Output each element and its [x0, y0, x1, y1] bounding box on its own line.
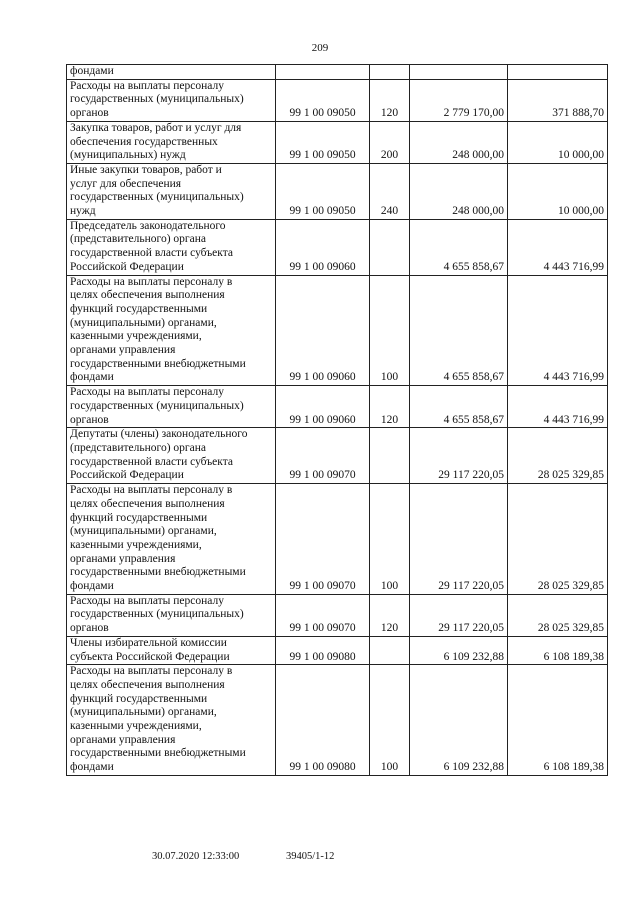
- expense-type-cell: 100: [370, 484, 410, 595]
- amount-1-cell: 2 779 170,00: [410, 79, 508, 121]
- expense-name-line: государственными внебюджетными: [70, 747, 246, 760]
- amount-1-cell: 29 117 220,05: [410, 484, 508, 595]
- target-article-cell: [276, 65, 370, 80]
- expense-name-line: органами управления: [70, 344, 176, 357]
- expense-name-line: Расходы на выплаты персоналу в: [70, 484, 233, 497]
- expense-name-line: органами управления: [70, 733, 176, 746]
- expense-name-line: (муниципальными) органами,: [70, 706, 217, 719]
- table-row: [67, 484, 608, 595]
- amount-1-cell: [410, 65, 508, 80]
- expense-name-cell: [67, 219, 276, 275]
- table-row: [67, 65, 608, 80]
- expense-name-line: обеспечения государственных: [70, 135, 218, 148]
- expense-name-line: Российской Федерации: [70, 469, 184, 482]
- expense-name-line: Председатель законодательного: [70, 219, 226, 232]
- table-row: [67, 79, 608, 121]
- table-row: [67, 665, 608, 776]
- expense-name-line: целях обеспечения выполнения: [70, 678, 225, 691]
- expense-name-line: (представительного) органа: [70, 441, 206, 454]
- expense-name-line: государственных (муниципальных): [70, 191, 244, 204]
- expense-name-line: услуг для обеспечения: [70, 177, 182, 190]
- expense-name-line: государственных (муниципальных): [70, 399, 244, 412]
- expense-name-line: Российской Федерации: [70, 260, 184, 273]
- amount-1-cell: 248 000,00: [410, 163, 508, 219]
- expense-name-line: Члены избирательной комиссии: [70, 636, 227, 649]
- expense-name-line: государственных (муниципальных): [70, 93, 244, 106]
- expense-name-line: Расходы на выплаты персоналу: [70, 594, 224, 607]
- expense-type-cell: 200: [370, 121, 410, 163]
- expense-name-line: (муниципальными) органами,: [70, 525, 217, 538]
- target-article-cell: 99 1 00 09070: [276, 484, 370, 595]
- amount-2-cell: 10 000,00: [508, 121, 608, 163]
- expense-name-line: фондами: [70, 761, 114, 774]
- expense-name-line: (муниципальными) органами,: [70, 316, 217, 329]
- amount-1-cell: 29 117 220,05: [410, 428, 508, 484]
- amount-2-cell: 28 025 329,85: [508, 428, 608, 484]
- amount-1-cell: 6 109 232,88: [410, 665, 508, 776]
- expense-name-line: органов: [70, 622, 109, 635]
- expense-name-cell: [67, 428, 276, 484]
- expense-name-line: казенными учреждениями,: [70, 538, 202, 551]
- target-article-cell: 99 1 00 09080: [276, 636, 370, 664]
- table-row: [67, 275, 608, 386]
- target-article-cell: 99 1 00 09060: [276, 386, 370, 428]
- expense-name-line: функций государственными: [70, 511, 208, 524]
- table-row: [67, 636, 608, 664]
- expense-name-line: нужд: [70, 205, 96, 218]
- expense-name-cell: [67, 665, 276, 776]
- expense-type-cell: [370, 65, 410, 80]
- amount-1-cell: 6 109 232,88: [410, 636, 508, 664]
- amount-2-cell: 6 108 189,38: [508, 636, 608, 664]
- expense-name-line: органами управления: [70, 552, 176, 565]
- expense-type-cell: 240: [370, 163, 410, 219]
- expense-type-cell: [370, 636, 410, 664]
- expense-name-cell: [67, 484, 276, 595]
- expense-name-line: Расходы на выплаты персоналу в: [70, 275, 233, 288]
- amount-2-cell: 10 000,00: [508, 163, 608, 219]
- footer-timestamp: 30.07.2020 12:33:00: [152, 851, 240, 862]
- expense-name-cell: [67, 275, 276, 386]
- expense-name-line: государственной власти субъекта: [70, 247, 233, 260]
- expense-name-line: органов: [70, 413, 109, 426]
- amount-2-cell: 4 443 716,99: [508, 386, 608, 428]
- amount-2-cell: 6 108 189,38: [508, 665, 608, 776]
- expense-name-line: фондами: [70, 371, 114, 384]
- expense-name-line: органов: [70, 107, 109, 120]
- table-row: [67, 219, 608, 275]
- expense-name-cell: [67, 65, 276, 80]
- expense-name-line: фондами: [70, 580, 114, 593]
- expense-type-cell: 120: [370, 79, 410, 121]
- expense-name-line: казенными учреждениями,: [70, 330, 202, 343]
- table-row: [67, 163, 608, 219]
- expense-name-line: Расходы на выплаты персоналу: [70, 386, 224, 399]
- expense-name-line: (представительного) органа: [70, 233, 206, 246]
- amount-1-cell: 4 655 858,67: [410, 386, 508, 428]
- target-article-cell: 99 1 00 09080: [276, 665, 370, 776]
- page-number: 209: [311, 42, 329, 54]
- expense-name-line: казенными учреждениями,: [70, 720, 202, 733]
- expense-type-cell: 100: [370, 665, 410, 776]
- table-row: [67, 594, 608, 636]
- expense-name-line: Расходы на выплаты персоналу в: [70, 665, 233, 678]
- table-row: [67, 386, 608, 428]
- expense-name-cell: [67, 79, 276, 121]
- amount-2-cell: 4 443 716,99: [508, 275, 608, 386]
- expense-name-line: субъекта Российской Федерации: [70, 650, 230, 663]
- expense-type-cell: 120: [370, 594, 410, 636]
- amount-2-cell: [508, 65, 608, 80]
- expense-name-cell: [67, 636, 276, 664]
- footer-doc-code: 39405/1-12: [286, 851, 335, 862]
- amount-1-cell: 29 117 220,05: [410, 594, 508, 636]
- amount-1-cell: 248 000,00: [410, 121, 508, 163]
- expense-name-line: государственной власти субъекта: [70, 455, 233, 468]
- expense-name-line: Закупка товаров, работ и услуг для: [70, 121, 242, 134]
- budget-table: [66, 64, 608, 776]
- expense-name-cell: [67, 163, 276, 219]
- expense-name-cell: [67, 121, 276, 163]
- target-article-cell: 99 1 00 09050: [276, 121, 370, 163]
- expense-name-line: Иные закупки товаров, работ и: [70, 163, 222, 176]
- target-article-cell: 99 1 00 09070: [276, 428, 370, 484]
- budget-table-body: [67, 65, 608, 776]
- expense-name-line: Депутаты (члены) законодательного: [70, 428, 248, 441]
- expense-name-line: функций государственными: [70, 302, 208, 315]
- amount-2-cell: 371 888,70: [508, 79, 608, 121]
- table-row: [67, 428, 608, 484]
- expense-name-line: государственных (муниципальных): [70, 608, 244, 621]
- amount-2-cell: 4 443 716,99: [508, 219, 608, 275]
- expense-type-cell: 120: [370, 386, 410, 428]
- target-article-cell: 99 1 00 09070: [276, 594, 370, 636]
- amount-1-cell: 4 655 858,67: [410, 219, 508, 275]
- expense-name-line: Расходы на выплаты персоналу: [70, 79, 224, 92]
- table-row: [67, 121, 608, 163]
- expense-name-line: фондами: [70, 65, 114, 77]
- target-article-cell: 99 1 00 09050: [276, 79, 370, 121]
- expense-name-cell: [67, 594, 276, 636]
- amount-1-cell: 4 655 858,67: [410, 275, 508, 386]
- amount-2-cell: 28 025 329,85: [508, 594, 608, 636]
- expense-name-line: функций государственными: [70, 692, 208, 705]
- expense-name-line: государственными внебюджетными: [70, 357, 246, 370]
- expense-name-line: (муниципальных) нужд: [70, 149, 186, 162]
- expense-type-cell: 100: [370, 275, 410, 386]
- expense-type-cell: [370, 219, 410, 275]
- expense-name-cell: [67, 386, 276, 428]
- expense-name-line: целях обеспечения выполнения: [70, 497, 225, 510]
- target-article-cell: 99 1 00 09060: [276, 219, 370, 275]
- target-article-cell: 99 1 00 09050: [276, 163, 370, 219]
- expense-type-cell: [370, 428, 410, 484]
- expense-name-line: государственными внебюджетными: [70, 566, 246, 579]
- expense-name-line: целях обеспечения выполнения: [70, 289, 225, 302]
- amount-2-cell: 28 025 329,85: [508, 484, 608, 595]
- target-article-cell: 99 1 00 09060: [276, 275, 370, 386]
